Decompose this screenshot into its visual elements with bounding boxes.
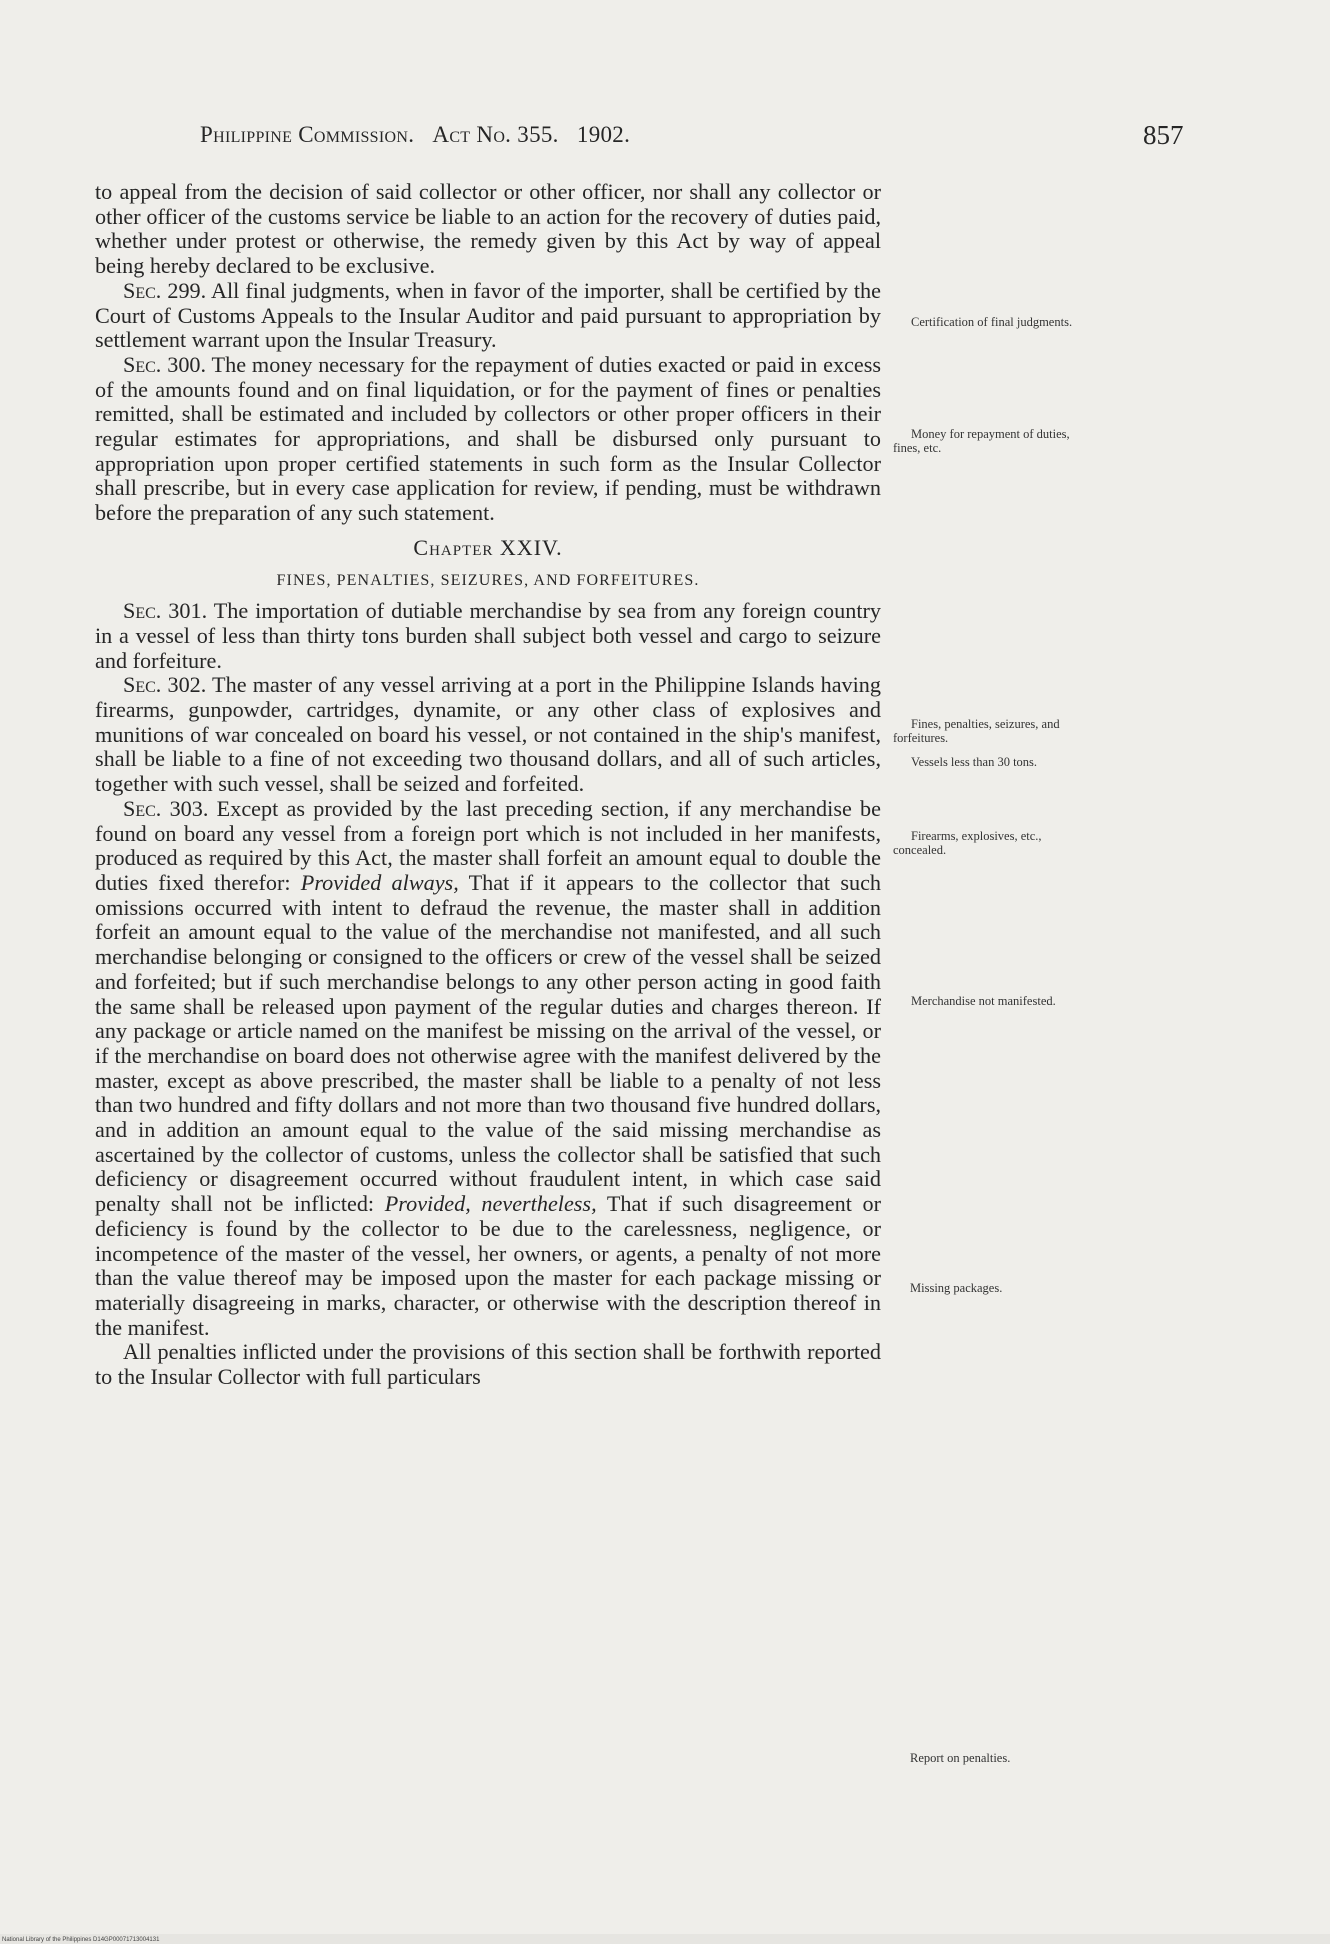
paragraph-continuation: to appeal from the decision of said collector or other officer, nor shall any collector or other officer of the customs service be liable to an action for the recovery of duties paid, whether under protest or otherwise, the remedy given by this Act by way of appeal being hereby declared to be exclusive. [95,179,881,279]
section-303-text-c: That if such disagreement or deficiency is found by the collector to be due to the carelessness, negligence, or incompetence of the master of the vessel, her owners, or agents, a penalty of not more than the value thereof may be imposed upon the master for each package missing or materially disagreeing in marks, character, or otherwise with the description thereof in the manifest. [95,1191,881,1340]
margin-note-vessels: Vessels less than 30 tons. [911,755,1038,769]
margin-note-money-repayment: Money for repayment of duties, fines, etc. [893,427,1070,455]
chapter-heading: FINES, PENALTIES, SEIZURES, AND FORFEITURES. [276,571,700,589]
footer-text: National Library of the Philippines D14GP00071713004131 [2,1937,160,1943]
proviso-nevertheless: Provided, nevertheless, [384,1191,597,1217]
section-299 [95,279,881,353]
margin-note-certification: Certification of final judgments. [911,315,1073,329]
section-301-number: Sec. 301. [123,598,208,624]
running-head-act: Act No. 355. [432,122,559,147]
section-299-text: All final judgments, when in favor of the importer, shall be certified by the Court of Customs Appeals to the Insular Auditor and paid pursuant to appropriation by settlement warrant upon the Insular Treasury. [95,277,881,353]
page-number: 857 [1143,120,1184,150]
section-300 [95,353,881,526]
body-text [95,180,881,1390]
section-302 [95,673,881,797]
section-302-number: Sec. 302. [123,672,207,698]
margin-note-report-penalties: Report on penalties. [910,1751,1011,1765]
paragraph-report: All penalties inflicted under the provisions of this section shall be forthwith reported to the Insular Collector with full particulars [95,1339,881,1390]
margin-note-fines-penalties: Fines, penalties, seizures, and forfeitures. [893,717,1060,745]
footer-strip [0,1934,1330,1944]
running-head [200,122,770,148]
margin-note-missing-packages: Missing packages. [910,1281,1003,1295]
section-300-text: The money necessary for the repayment of duties exacted or paid in excess of the amounts found and on final liquidation, or for the payment of fines or penalties remitted, shall be estimated and included by collectors or other proper officers in their regular estimates for appropriations, and shall be disbursed only pursuant to appropriation upon proper certified statements in such form as the Insular Collector shall prescribe, but in every case application for review, if pending, must be withdrawn before the preparation of any such statement. [95,351,881,526]
section-302-text: The master of any vessel arriving at a port in the Philippine Islands having firearms, gunpowder, cartridges, dynamite, or any other class of explosives and munitions of war concealed on board his vessel, or not contained in the ship's manifest, shall be liable to a fine of not exceeding two thousand dollars, and all of such articles, together with such vessel, shall be seized and forfeited. [95,672,881,797]
section-303-number: Sec. 303. [123,795,209,821]
running-head-title: Philippine Commission. [200,122,415,147]
section-300-number: Sec. 300. [123,351,207,377]
running-head-year: 1902. [576,122,631,147]
section-303 [95,797,881,1340]
chapter-title: Chapter XXIV. [413,534,563,560]
section-301-text: The importation of dutiable merchandise by sea from any foreign country in a vessel of less than thirty tons burden shall subject both vessel and cargo to seizure and forfeiture. [95,598,881,673]
section-303-text-a: Except as provided by the last preceding section, if any merchandise be found on board any vessel from a foreign port which is not included in her manifests, produced as required by this Act, the master shall forfeit an amount equal to double the duties fixed therefor: [95,795,881,895]
margin-note-firearms: Firearms, explosives, etc., concealed. [893,829,1042,857]
proviso-always: Provided always, [300,869,459,895]
section-303-text-b: That if it appears to the collector that such omissions occurred with intent to defraud the revenue, the master shall in addition forfeit an amount equal to the value of the merchandise not manifested, and all such merchandise belonging or consigned to the officers or crew of the vessel shall be seized and forfeited; but if such merchandise belongs to any other person acting in good faith the same shall be released upon payment of the regular duties and charges thereon. If any package or article named on the manifest be missing on the arrival of the vessel, or if the merchandise on board does not otherwise agree with the manifest delivered by the master, except as above prescribed, the master shall be liable to a penalty of not less than two hundred and fifty dollars and not more than two thousand five hundred dollars, and in addition an amount equal to the value of the said missing merchandise as ascertained by the collector of customs, unless the collector shall be satisfied that such deficiency or disagreement occurred without fraudulent intent, in which case said penalty shall not be inflicted: [95,869,882,1217]
section-301 [95,599,881,673]
section-299-number: Sec. 299. [123,277,207,303]
margin-note-merchandise: Merchandise not manifested. [911,994,1056,1008]
